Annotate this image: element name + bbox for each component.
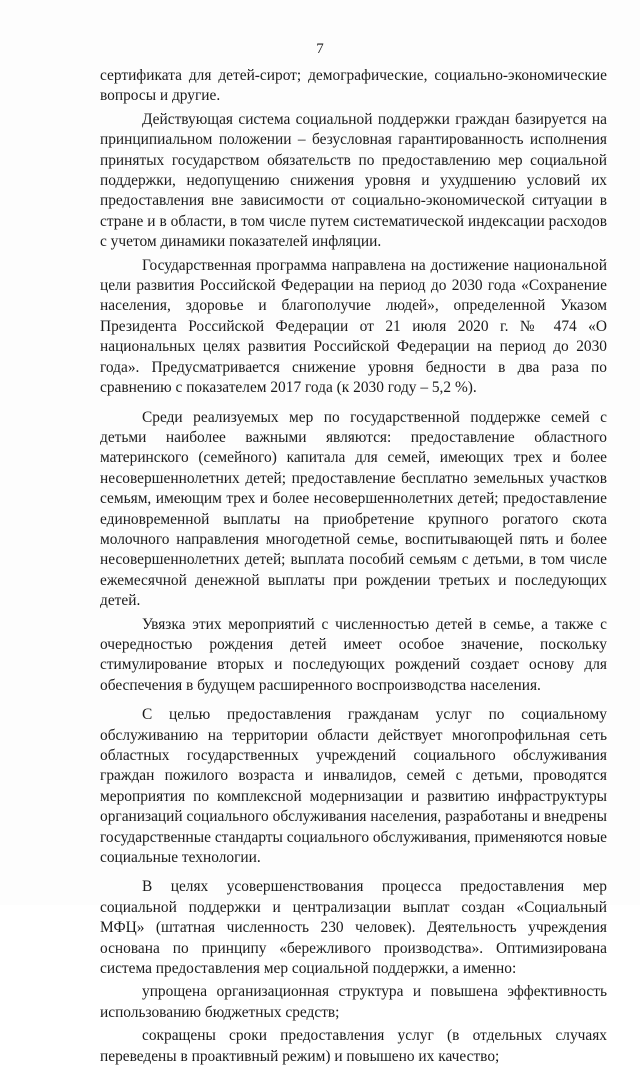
paragraph-continuation: сертификата для детей-сирот; демографические, социально-экономические вопросы и другие. [100,67,607,105]
paragraph-social-services-network: С целью предоставления гражданам услуг по социальному обслуживанию на территории области действует многопрофильная сеть областных государственных учреждений социального обслуживания граждан пожилого возраста и инвалидов, семей с детьми, проводятся мероприятия по комплексной модернизации и развитию инфраструктуры организаций социального обслуживания населения, разработаны и внедрены государственные стандарты социального обслуживания, применяются новые социальные технологии. [100,706,607,867]
list-item-terms-reduced: сокращены сроки предоставления услуг (в отдельных случаях переведены в проактивный режим) и повышено их качество; [100,1027,607,1065]
paragraph-family-support-measures: Среди реализуемых мер по государственной поддержке семей с детьми наиболее важными являются: предоставление областного материнского (семейного) капитала для семей, имеющих трех и более несовершеннолетних детей; предоставление бесплатно земельных участков семьям, имеющим трех и более несовершеннолетних детей; предоставление единовременной выплаты на приобретение крупного рогатого скота молочного направления многодетной семье, воспитывающей пять и более несовершеннолетних детей; выплата пособий семьям с детьми, в том числе ежемесячной денежной выплаты при рождении третьих и последующих детей. [100,408,607,610]
paragraph-social-mfc: В целях усовершенствования процесса предоставления мер социальной поддержки и централизации выплат создан «Социальный МФЦ» (штатная численность 230 человек). Деятельность учреждения основана по принципу «бережливого производства». Оптимизирована система предоставления мер социальной поддержки, а именно: [100,878,607,978]
paragraph-social-support-system: Действующая система социальной поддержки граждан базируется на принципиальном положении – безусловная гарантированность исполнения принятых государством обязательств по предоставлению мер социальной поддержки, недопущению снижения уровня и ухудшению условий их предоставления вне зависимости от социально-экономической ситуации в стране и в области, в том числе путем систематической индексации расходов с учетом динамики показателей инфляции. [100,110,607,251]
list-item-structure-simplified: упрощена организационная структура и повышена эффективность использованию бюджетных средств; [100,983,607,1021]
paragraph-state-program: Государственная программа направлена на достижение национальной цели развития Российской Федерации на период до 2030 года «Сохранение населения, здоровье и благополучие людей», определенной Указом Президента Российской Федерации от 21 июля 2020 г. № 474 «О национальных целях развития Российской Федерации на период до 2030 года». Предусматривается снижение уровня бедности в два раза по сравнению с показателем 2017 года (к 2030 году – 5,2 %). [100,256,607,397]
paragraph-children-count-link: Увязка этих мероприятий с численностью детей в семье, а также с очередностью рождения детей имеет особое значение, поскольку стимулирование вторых и последующих рождений создает основу для обеспечения в будущем расширенного воспроизводства населения. [100,615,607,694]
page-number: 7 [316,41,324,57]
document-body [100,66,607,1067]
